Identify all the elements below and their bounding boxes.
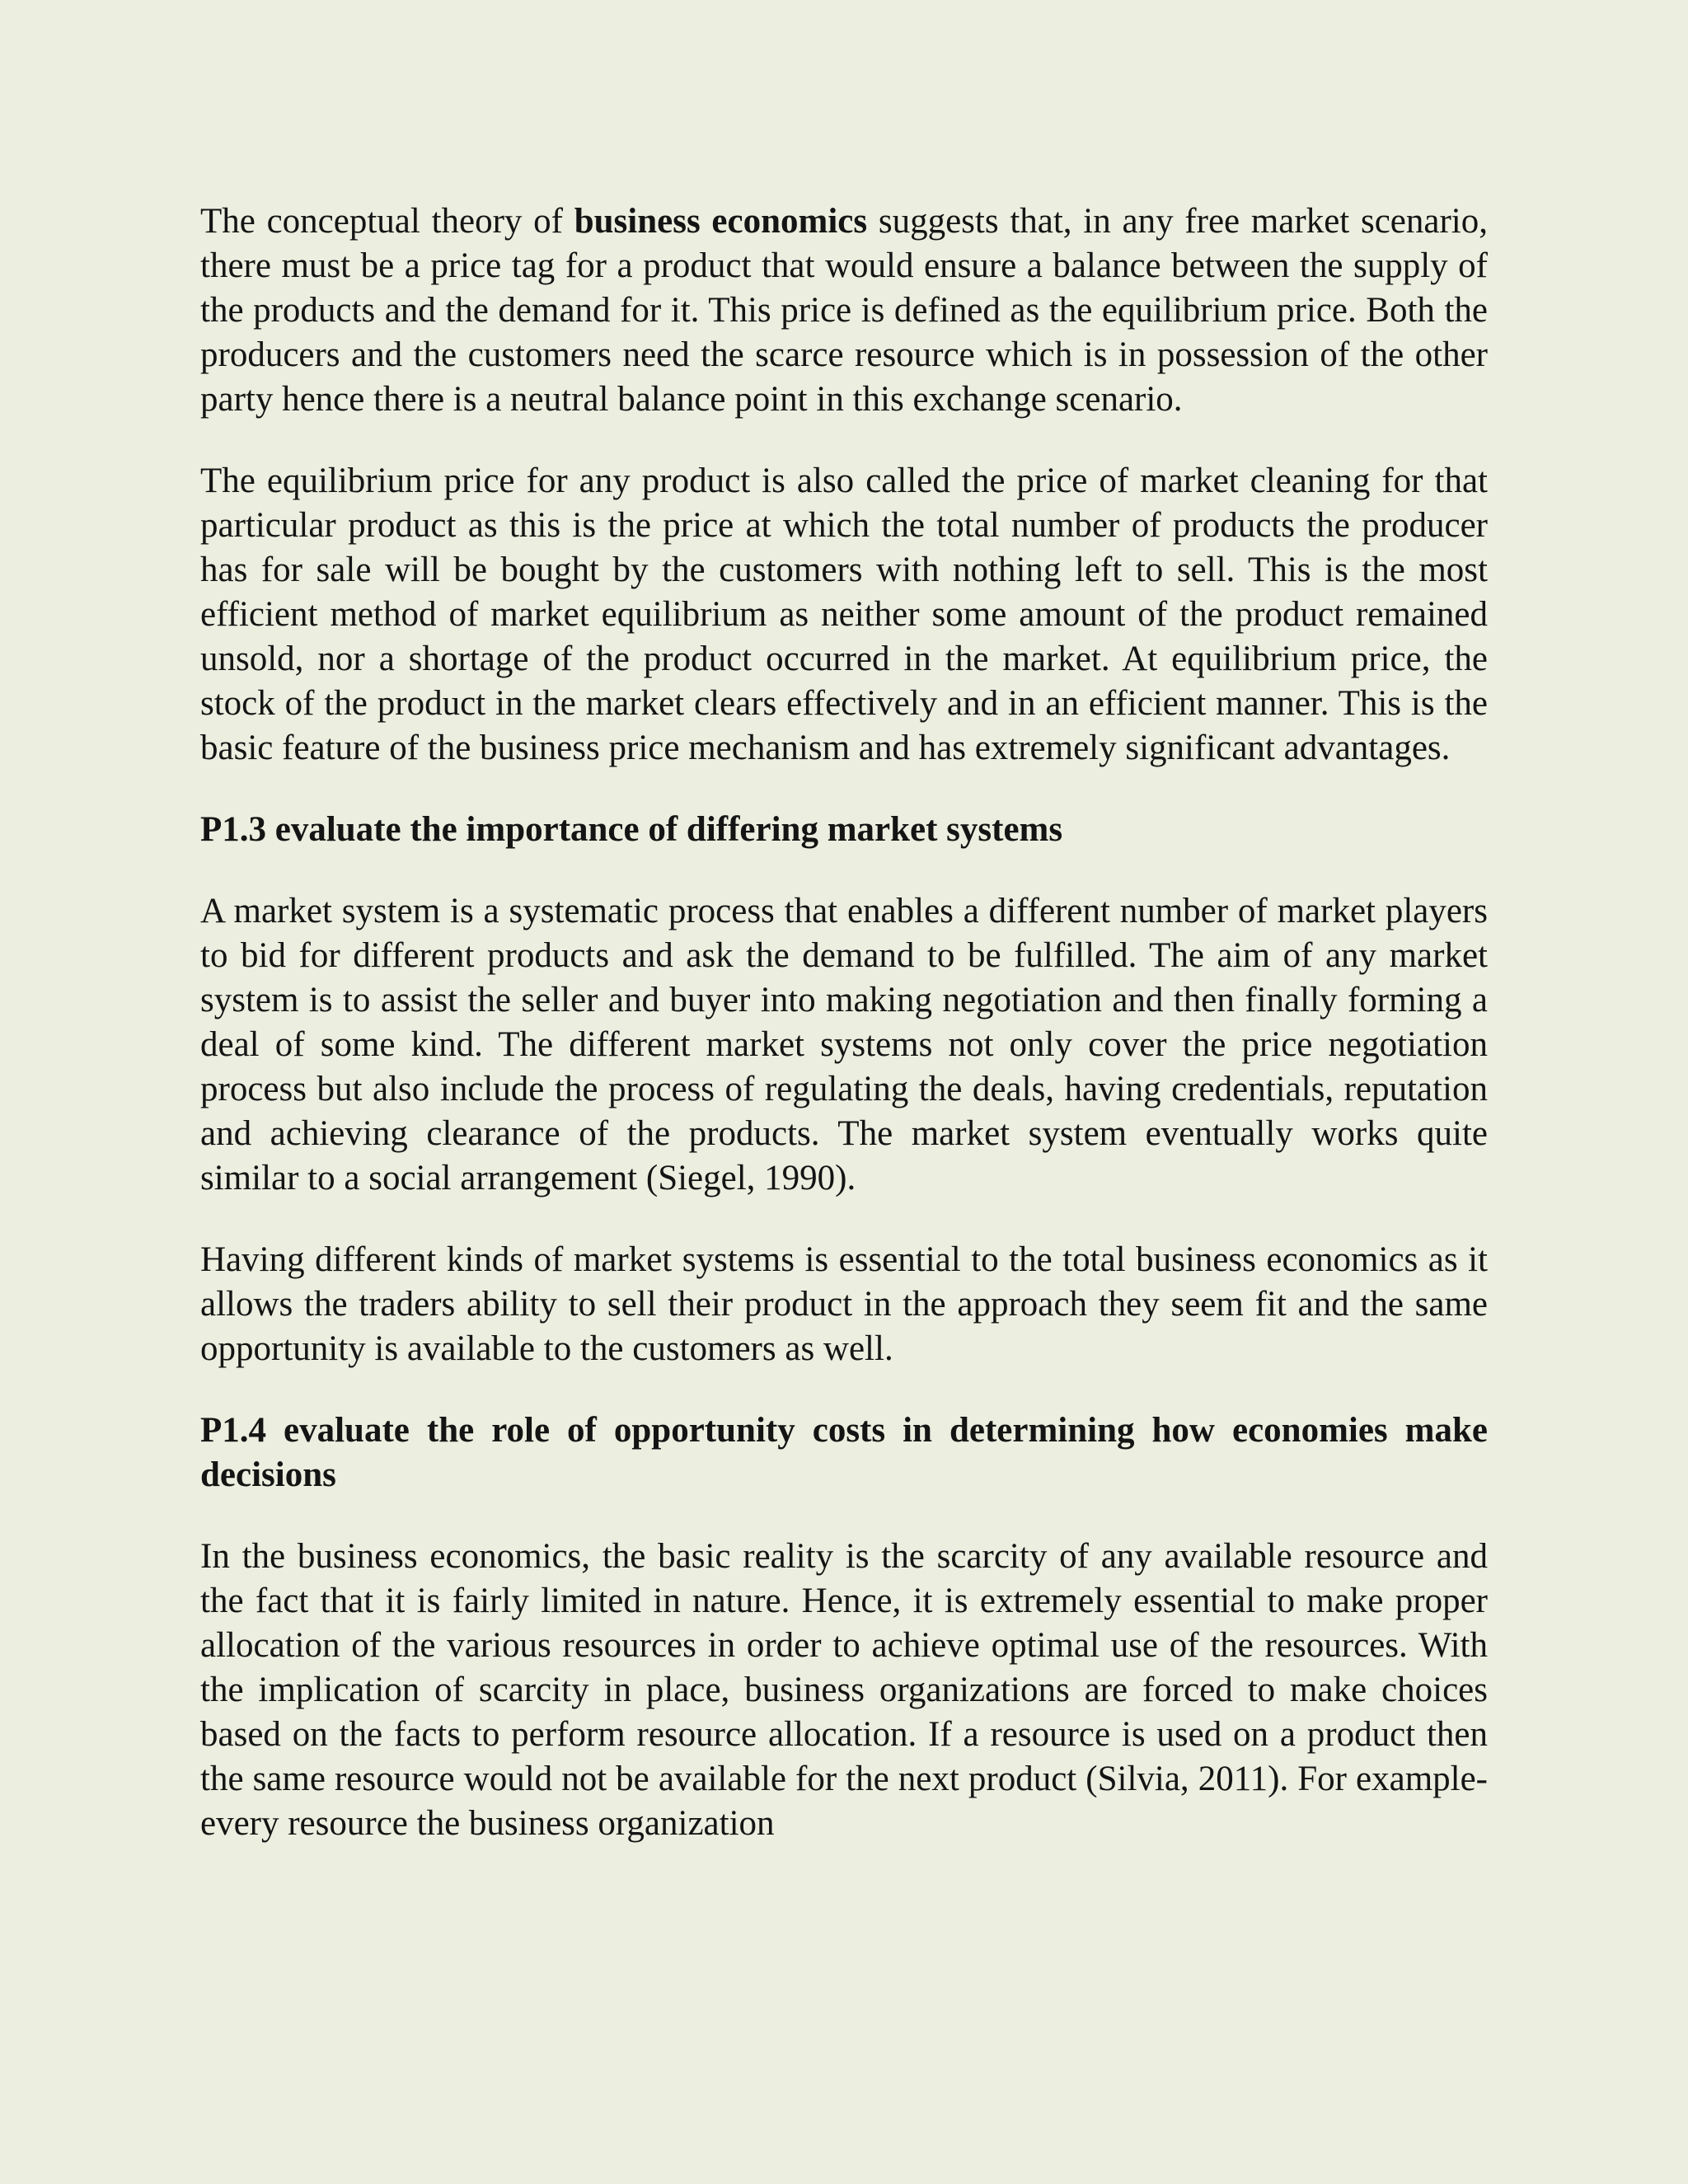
paragraph-text: The conceptual theory of	[200, 202, 574, 241]
document-page	[200, 199, 1488, 1883]
paragraph-equilibrium-price: The equilibrium price for any product is also called the price of market cleaning for that particular product as this is the price at which the total number of products the producer has for sale will be bought by the customers with nothing left to sell. This is the most efficient method of market equilibrium as neither some amount of the product remained unsold, nor a shortage of the product occurred in the market. At equilibrium price, the stock of the product in the market clears effectively and in an efficient manner. This is the basic feature of the business price mechanism and has extremely significant advantages.	[200, 462, 1488, 767]
paragraph-market-system: A market system is a systematic process that enables a different number of market players to bid for different products and ask the demand to be fulfilled. The aim of any market system is to assist the seller and buyer into making negotiation and then finally forming a deal of some kind. The different market systems not only cover the price negotiation process but also include the process of regulating the deals, having credentials, reputation and achieving clearance of the products. The market system eventually works quite similar to a social arrangement (Siegel, 1990).	[200, 892, 1488, 1197]
bold-term: business economics	[574, 202, 868, 241]
paragraph-text: suggests that, in any free market scenario, there must be a price tag for a product that would ensure a balance between the supply of the products and the demand for it. This price is defined as the equilibrium price. Both the producers and the customers need the scarce resource which is in possession of the other party hence there is a neutral balance point in this exchange scenario.	[200, 202, 1488, 419]
paragraph-market-systems-importance: Having different kinds of market systems is essential to the total business economics as it allows the traders ability to sell their product in the approach they seem fit and the same opportunity is available to the customers as well.	[200, 1240, 1488, 1368]
paragraph-opportunity-costs: In the business economics, the basic reality is the scarcity of any available resource and the fact that it is fairly limited in nature. Hence, it is extremely essential to make proper allocation of the various resources in order to achieve optimal use of the resources. With the implication of scarcity in place, business organizations are forced to make choices based on the facts to perform resource allocation. If a resource is used on a product then the same resource would not be available for the next product (Silvia, 2011). For example- every resource the business organization	[200, 1537, 1488, 1843]
section-heading-p1-3: P1.3 evaluate the importance of differing market systems	[200, 810, 1063, 849]
section-heading-p1-4: P1.4 evaluate the role of opportunity costs in determining how economies make decisions	[200, 1411, 1488, 1494]
paragraph-business-economics	[200, 199, 1488, 422]
